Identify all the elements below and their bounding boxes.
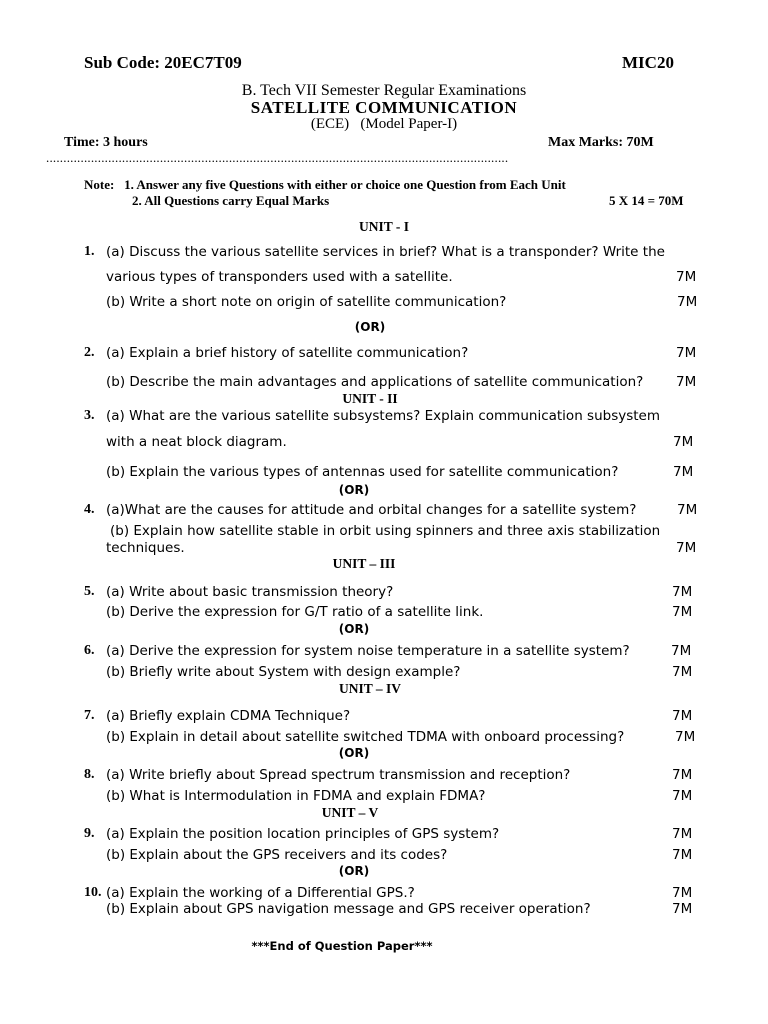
question-6a-marks: 7M bbox=[671, 643, 692, 659]
branch-title: (ECE) (Model Paper-I) bbox=[310, 116, 458, 132]
or-separator: (OR) bbox=[354, 320, 386, 334]
or-separator: (OR) bbox=[338, 864, 370, 878]
end-of-paper: ***End of Question Paper*** bbox=[251, 939, 433, 953]
question-3b-marks: 7M bbox=[673, 464, 694, 480]
unit-5-heading: UNIT – V bbox=[321, 805, 379, 820]
question-10a: (a) Explain the working of a Differential GPS.? bbox=[106, 885, 415, 901]
question-number: 2. bbox=[84, 345, 95, 360]
question-3b: (b) Explain the various types of antennas used for satellite communication? bbox=[106, 464, 619, 480]
question-number: 9. bbox=[84, 826, 95, 841]
question-7a-marks: 7M bbox=[672, 708, 693, 724]
question-4a-marks: 7M bbox=[677, 502, 698, 518]
question-3a-line-1: (a) What are the various satellite subsystems? Explain communication subsystem bbox=[106, 408, 661, 424]
question-1a-line-1: (a) Discuss the various satellite services in brief? What is a transponder? Write the bbox=[106, 244, 665, 260]
question-8a: (a) Write briefly about Spread spectrum transmission and reception? bbox=[106, 767, 571, 783]
question-number: 5. bbox=[84, 584, 95, 599]
unit-1-heading: UNIT - I bbox=[358, 219, 409, 234]
question-10a-marks: 7M bbox=[672, 885, 693, 901]
question-7a: (a) Briefly explain CDMA Technique? bbox=[106, 708, 351, 724]
exam-title: B. Tech VII Semester Regular Examinations bbox=[241, 82, 527, 99]
question-5b: (b) Derive the expression for G/T ratio of a satellite link. bbox=[106, 604, 484, 620]
question-8b: (b) What is Intermodulation in FDMA and explain FDMA? bbox=[106, 788, 486, 804]
question-number: 3. bbox=[84, 408, 95, 423]
question-4b-marks: 7M bbox=[676, 540, 697, 556]
note-total-marks: 5 X 14 = 70M bbox=[609, 193, 684, 208]
or-separator: (OR) bbox=[338, 746, 370, 760]
question-number: 4. bbox=[84, 502, 95, 517]
question-2b-marks: 7M bbox=[676, 374, 697, 390]
question-2a: (a) Explain a brief history of satellite communication? bbox=[106, 345, 469, 361]
question-10b-marks: 7M bbox=[672, 901, 693, 917]
question-1a-marks: 7M bbox=[676, 269, 697, 285]
question-5b-marks: 7M bbox=[672, 604, 693, 620]
question-8a-marks: 7M bbox=[672, 767, 693, 783]
question-9b: (b) Explain about the GPS receivers and its codes? bbox=[106, 847, 448, 863]
max-marks-label: Max Marks: 70M bbox=[548, 135, 654, 150]
question-9a: (a) Explain the position location principles of GPS system? bbox=[106, 826, 500, 842]
question-5a-marks: 7M bbox=[672, 584, 693, 600]
question-number: 8. bbox=[84, 767, 95, 782]
question-4b-line-2: techniques. bbox=[106, 540, 185, 556]
question-10b: (b) Explain about GPS navigation message and GPS receiver operation? bbox=[106, 901, 591, 917]
question-9a-marks: 7M bbox=[672, 826, 693, 842]
question-1a-line-2: various types of transponders used with a satellite. bbox=[106, 269, 453, 285]
time-label: Time: 3 hours bbox=[64, 135, 148, 150]
note-line-2: 2. All Questions carry Equal Marks bbox=[132, 193, 330, 208]
question-9b-marks: 7M bbox=[672, 847, 693, 863]
question-1b-marks: 7M bbox=[677, 294, 698, 310]
sub-code: Sub Code: 20EC7T09 bbox=[84, 53, 242, 72]
question-1b: (b) Write a short note on origin of satellite communication? bbox=[106, 294, 507, 310]
question-2a-marks: 7M bbox=[676, 345, 697, 361]
question-3a-marks: 7M bbox=[673, 434, 694, 450]
question-number: 6. bbox=[84, 643, 95, 658]
or-separator: (OR) bbox=[338, 622, 370, 636]
question-4a: (a)What are the causes for attitude and orbital changes for a satellite system? bbox=[106, 502, 637, 518]
question-6b: (b) Briefly write about System with design example? bbox=[106, 664, 461, 680]
question-7b-marks: 7M bbox=[675, 729, 696, 745]
question-number: 7. bbox=[84, 708, 95, 723]
note-line-1: Note: 1. Answer any five Questions with either or choice one Question from Each Unit bbox=[84, 177, 566, 192]
question-4b-line-1: (b) Explain how satellite stable in orbit using spinners and three axis stabilization bbox=[110, 523, 661, 539]
question-2b: (b) Describe the main advantages and applications of satellite communication? bbox=[106, 374, 644, 390]
question-8b-marks: 7M bbox=[672, 788, 693, 804]
question-6b-marks: 7M bbox=[672, 664, 693, 680]
question-7b: (b) Explain in detail about satellite switched TDMA with onboard processing? bbox=[106, 729, 625, 745]
question-number: 10. bbox=[84, 885, 102, 900]
unit-4-heading: UNIT – IV bbox=[338, 681, 401, 696]
question-number: 1. bbox=[84, 244, 95, 259]
paper-code: MIC20 bbox=[622, 53, 674, 72]
question-6a: (a) Derive the expression for system noise temperature in a satellite system? bbox=[106, 643, 630, 659]
unit-2-heading: UNIT - II bbox=[342, 391, 398, 406]
question-5a: (a) Write about basic transmission theory? bbox=[106, 584, 394, 600]
dotted-separator: ...................................................................................................................................... bbox=[46, 150, 509, 165]
subject-title: SATELLITE COMMUNICATION bbox=[250, 98, 518, 117]
or-separator: (OR) bbox=[338, 483, 370, 497]
question-3a-line-2: with a neat block diagram. bbox=[106, 434, 287, 450]
unit-3-heading: UNIT – III bbox=[332, 556, 396, 571]
